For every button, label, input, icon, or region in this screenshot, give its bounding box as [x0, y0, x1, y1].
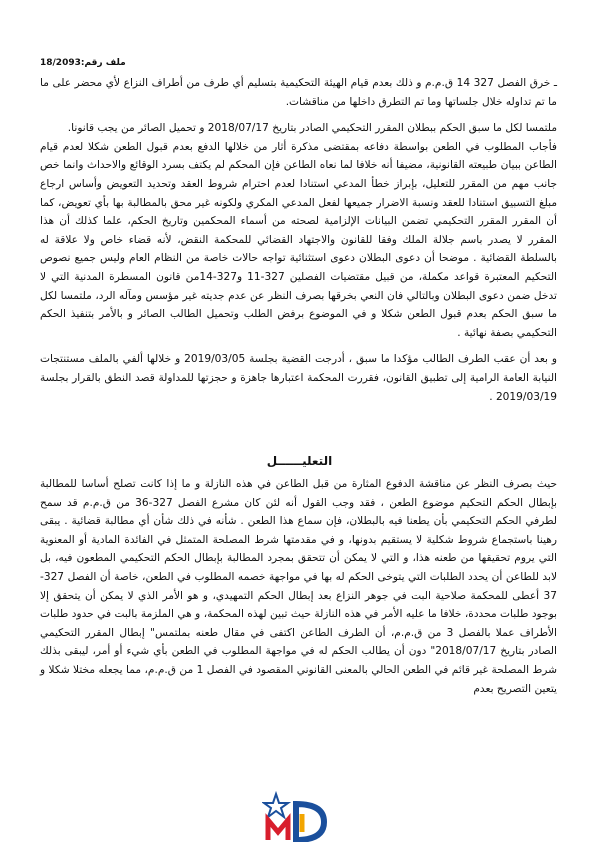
logo-star-icon [264, 794, 288, 817]
body-section-top [40, 74, 557, 406]
paragraph: و بعد أن عقب الطرف الطالب مؤكدا ما سبق ، أدرجت القضية بجلسة 2019/03/05 و خلالها ألفي بالملف مستنتجات النيابة العامة الرامية إلى تطبيق القانون، فقررت المحكمة اعتبارها جاهزة و حجزتها للمداولة قصد النطق بالقرار بجلسة 2019/03/19 . [40, 353, 557, 403]
paragraph: ـ خرق الفصل 327 14 ق.م.م و ذلك بعدم قيام الهيئة التحكيمية بتسليم أي طرف من أطراف النزاع لأي محضر على ما ما تم تداوله خلال جلساتها وما تم التطرق داخلها من مناقشات. [40, 77, 558, 108]
body-section-bottom [40, 475, 557, 698]
file-reference: ملف رقم:18/2093 [40, 58, 126, 68]
heading-label: التعليــــــل [266, 454, 333, 468]
paragraph: ملتمسا لكل ما سبق الحكم ببطلان المقرر التحكيمي الصادر بتاريخ 2018/07/17 و تحميل الصائر من يجب قانونا. [67, 122, 557, 135]
section-heading [0, 454, 599, 468]
paragraph: حيث بصرف النظر عن مناقشة الدفوع المثارة من قبل الطاعن في هذه النازلة و ما إذا كانت تصلح أساسا للمطالبة بإبطال الحكم التحكيم موضوع الطعن ، فقد وجب القول أنه لئن كان مشرع الفصل 327-36 من ق.م.م قد سمح لطرفي الحكم التحكيمي بأن يطعنا فيه بالبطلان، فإن سماع هذا الطعن . شأنه في ذلك شأن أي مطالبة قضائية . يبقى رهينا باستجماع شروط شكلية لا يستقيم بدونها، و في مقدمتها شرط المصلحة المتمثل في الفائدة المادية أو المعنوية التي يروم تحقيقها من طعنه هذا، و التي لا يمكن أن تتحقق بمجرد المطالبة بإبطال الحكم التحكيمي المطعون فيه، بل لابد للطاعن أن يحدد الطلبات التي يتوخى الحكم له بها في مواجهة خصمه المطلوب في الطعن، خاصة أن الفصل 327-37 أعطى للمحكمة صلاحية البت في جوهر النزاع بعد إبطال الحكم التمهيدي، و هو الأمر الذي لا يمكن أن يتحقق إلا بوجود طلبات محددة، خلافا ما عليه الأمر في هذه النازلة حيث تبين لهذه المحكمة، و هي الملزمة بالبت في حدود طلبات الأطراف عملا بالفصل 3 من ق.م.م، أن الطرف الطاعن اكتفى في مقال طعنه بملتمس" إبطال المقرر التحكيمي الصادر بتاريخ 2018/07/17" دون أن يطالب الحكم له في مواجهة المطلوب في الطعن بأي شيء أو أمر، ليبقى بذلك شرط المصلحة غير قائم في الطعن الحالي بالمعنى القانوني المقصود في الفصل 1 من ق.م.م، مما يجعله مختلا شكلا و يتعين التصريح بعدم [40, 478, 557, 695]
md-logo-icon [262, 790, 332, 842]
paragraph: فأجاب المطلوب في الطعن بواسطة دفاعه بمقتضى مذكرة أثار من خلالها الدفع بعدم قبول الطعن شكلا لعدم قيام الطاعن ببيان طبيعته القانونية، مضيفا أنه خلافا لما نعاه الطاعن فإن المحكم لم يكتف بسرد الوقائع والاحداث وانما خص جانب مهم من المقرر للتعليل، بإبراز خطأ المدعي استنادا لعدم احترام شروط العقد وتحديد التعويض وأساس ارجاع مبلغ التسبيق استنادا للعقد ونسبة الاضرار جميعها لفعل المدعي المكري ولكونه غير محق بالمطالبة بها بأي تعويض، كما أن المقرر المقرر التحكيمي تضمن البيانات الإلزامية لصحته من أسماء المحكمين وتاريخ الحكم، علما كذلك أن هذا المقرر لا يصدر باسم جلالة الملك وفقا للقانون والاجتهاد القضائي للمحكمة النقض، لأنه قضاء خاص ولا علاقة له بالسلطة القضائية . موضحا أن دعوى البطلان دعوى استثنائية تواجه حالات خاصة من النظام العام وليس جميع نصوص التحكيم المعتبرة قواعد مكملة، من قبيل مقتضيات الفصلين 327-11 و327-14من قانون المسطرة المدنية التي لا تدخل ضمن دعوى البطلان وبالتالي فان النعي بخرقها بصرف النظر عن عدم جديته غير مؤسس ومآله الرد، ملتمسا لكل ما سبق الحكم بعدم قبول الطعن شكلا و في الموضوع برفض الطلب وتحميل الطالب الصائر و بالأمر بتنفيذ الحكم التحكيمي بصفة نهائية . [40, 140, 558, 339]
